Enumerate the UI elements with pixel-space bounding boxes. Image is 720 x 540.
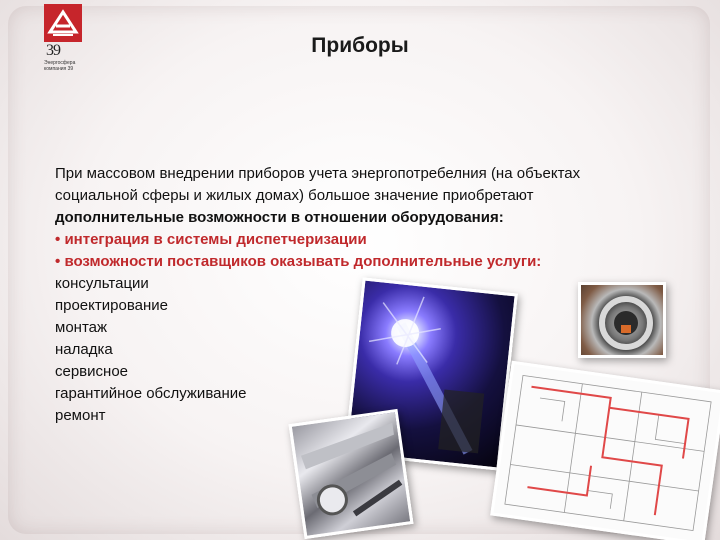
bullet-text: возможности поставщиков оказывать дополнительные услуги:: [64, 253, 542, 270]
floor-plan-photo: [490, 361, 720, 540]
bullet-item: [55, 251, 655, 273]
service-item: ремонт: [55, 407, 106, 424]
intro-line-1: При массовом внедрении приборов учета энергопотребелния (на объектах: [55, 165, 581, 182]
pipe-photo: [578, 282, 666, 358]
intro-line-2: социальной сферы и жилых домах) большое значение приобретают: [55, 187, 534, 204]
service-item: монтаж: [55, 319, 108, 336]
logo-number: 39: [46, 42, 60, 59]
service-item: гарантийное обслуживание: [55, 385, 247, 402]
intro-line-3: дополнительные возможности в отношении оборудования:: [55, 209, 504, 226]
slide-title: Приборы: [311, 34, 409, 57]
bullet-marker: •: [55, 231, 61, 248]
service-item: наладка: [55, 341, 113, 358]
tools-photo: [288, 409, 413, 539]
service-item: консультации: [55, 275, 149, 292]
logo-caption-line2: компания 39: [44, 66, 74, 72]
bullet-item: [55, 229, 655, 251]
service-item: проектирование: [55, 297, 168, 314]
bullet-text: интеграция в системы диспетчеризации: [64, 231, 367, 248]
logo-caption: [44, 60, 88, 72]
logo-caption-line1: Энергосфера: [44, 60, 76, 66]
bullet-marker: •: [55, 253, 61, 270]
service-item: сервисное: [55, 363, 129, 380]
